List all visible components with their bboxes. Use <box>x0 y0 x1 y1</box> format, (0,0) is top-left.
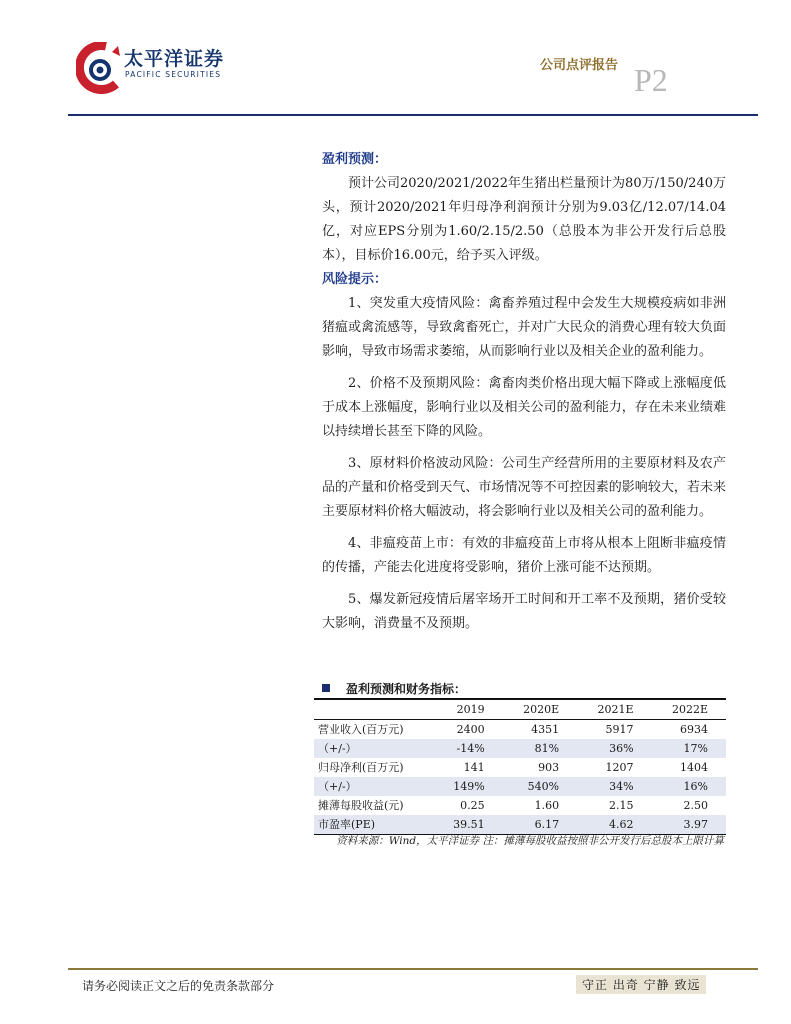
logo-chinese-name: 太平洋证券 <box>124 48 225 70</box>
table-cell: 17% <box>652 739 726 758</box>
table-cell: 149% <box>434 777 503 796</box>
table-cell: 39.51 <box>434 815 503 835</box>
table-cell: 16% <box>652 777 726 796</box>
table-cell: 34% <box>577 777 651 796</box>
table-cell: 540% <box>503 777 577 796</box>
report-type-label: 公司点评报告 <box>540 58 619 73</box>
table-cell: 1207 <box>605 761 634 774</box>
table-cell: 6.17 <box>503 815 577 835</box>
table-cell: 6934 <box>680 723 708 736</box>
table-header-row <box>314 699 726 720</box>
risk-item: 3、原材料价格波动风险：公司生产经营所用的主要原材料及农产品的产量和价格受到天气、市场情况等不可控因素的影响较大，若未来主要原材料价格大幅波动，将会影响行业以及相关公司的盈利能力。 <box>322 456 726 519</box>
footer-disclaimer: 请务必阅读正文之后的免责条款部分 <box>82 979 275 993</box>
risk-item: 5、爆发新冠疫情后屠宰场开工时间和开工率不及预期，猪价受较大影响，消费量不及预期。 <box>322 592 726 631</box>
table-row <box>314 758 726 777</box>
table-cell: 36% <box>577 739 651 758</box>
table-cell: 5917 <box>605 723 634 736</box>
table-cell: 1.60 <box>534 799 560 812</box>
page-number: P2 <box>634 62 668 98</box>
company-logo <box>76 42 246 94</box>
row-label: 归母净利(百万元) <box>318 761 404 774</box>
table-row <box>314 739 726 758</box>
table-header-cell: 2020E <box>503 699 577 720</box>
logo-english-name: PACIFIC SECURITIES <box>125 70 222 79</box>
header-divider <box>68 114 758 116</box>
risk-item: 1、突发重大疫情风险：禽畜养殖过程中会发生大规模疫病如非洲猪瘟或禽流感等，导致禽畜死亡，并对广大民众的消费心理有较大负面影响，导致市场需求萎缩，从而影响行业以及相关企业的盈利能力。 <box>322 296 726 359</box>
table-cell: 2.50 <box>683 799 708 812</box>
row-label: 摊薄每股收益(元) <box>318 799 404 812</box>
table-header-cell <box>314 699 434 720</box>
square-bullet-icon <box>322 684 330 692</box>
table-source-note: 资料来源：Wind，太平洋证券 注：摊薄每股收益按照非公开发行后总股本上限计算 <box>336 835 724 847</box>
risk-title: 风险提示： <box>322 272 388 287</box>
table-cell: -14% <box>434 739 503 758</box>
table-cell: 4.62 <box>577 815 651 835</box>
table-cell: 2.15 <box>609 799 634 812</box>
table-row <box>314 777 726 796</box>
row-label: （+/-） <box>314 739 434 758</box>
main-content <box>322 148 726 636</box>
table-title <box>322 680 466 697</box>
profit-forecast-title: 盈利预测： <box>322 152 388 167</box>
risk-item: 4、非瘟疫苗上市：有效的非瘟疫苗上市将从根本上阻断非瘟疫情的传播，产能去化进度将受影响，猪价上涨可能不达预期。 <box>322 536 726 575</box>
table-cell: 4351 <box>531 723 560 736</box>
profit-forecast-text: 预计公司2020/2021/2022年生猪出栏量预计为80万/150/240万头，预计2020/2021年归母净利润预计分别为9.03亿/12.07/14.04亿，对应EPS分别为1.60/2.15/2.50（总股本为非公开发行后总股本），目标价16.00元，给予买入评级。 <box>322 176 726 263</box>
table-cell: 141 <box>463 761 485 774</box>
footer-motto: 守正 出奇 宁静 致远 <box>576 975 706 994</box>
table-cell: 903 <box>538 761 560 774</box>
table-title-text: 盈利预测和财务指标： <box>346 682 467 696</box>
risk-item: 2、价格不及预期风险：禽畜肉类价格出现大幅下降或上涨幅度低于成本上涨幅度，影响行业以及相关公司的盈利能力，存在未来业绩难以持续增长甚至下降的风险。 <box>322 376 726 439</box>
row-label: （+/-） <box>314 777 434 796</box>
table-header-cell: 2022E <box>652 699 726 720</box>
table-header-cell: 2019 <box>434 699 503 720</box>
table-row <box>314 720 726 740</box>
footer-divider <box>68 968 758 970</box>
table-header-cell: 2021E <box>577 699 651 720</box>
row-label: 营业收入(百万元) <box>318 723 404 736</box>
table-cell: 1404 <box>680 761 708 774</box>
table-cell: 3.97 <box>652 815 726 835</box>
table-cell: 2400 <box>456 723 485 736</box>
row-label: 市盈率(PE) <box>314 815 434 835</box>
pacific-logo-icon <box>76 42 122 94</box>
table-cell: 0.25 <box>460 799 485 812</box>
table-cell: 81% <box>503 739 577 758</box>
financial-table <box>314 698 726 835</box>
table-row <box>314 796 726 815</box>
